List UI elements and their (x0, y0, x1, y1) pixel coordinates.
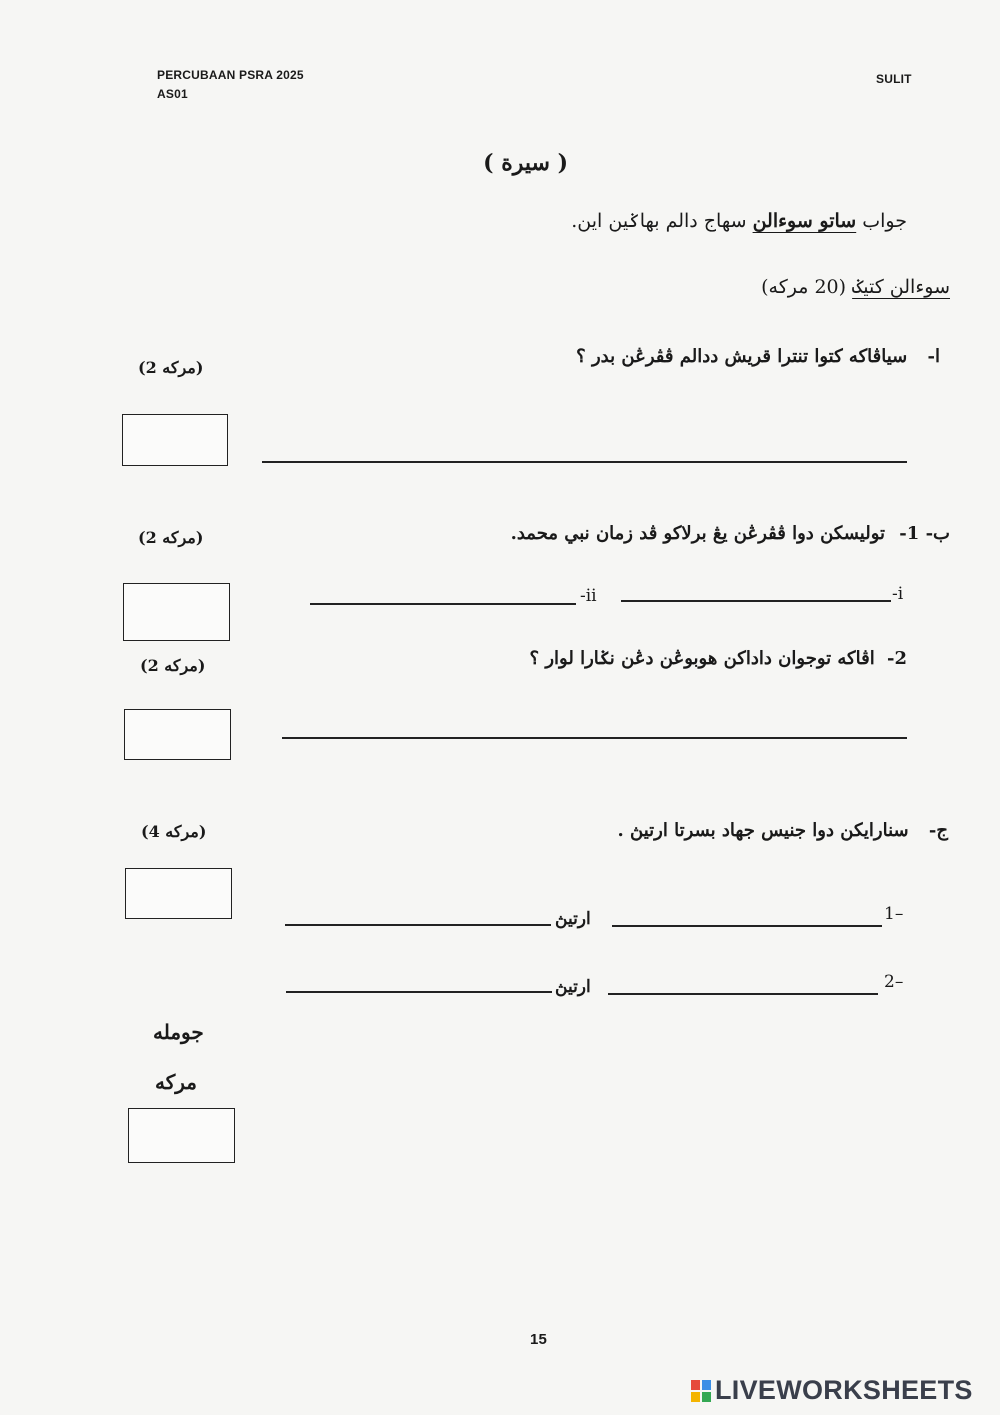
question-b1-score-box[interactable] (123, 583, 230, 641)
c-row2-type-line[interactable] (608, 993, 878, 995)
section-title: سوءالن كتيݢ (852, 276, 950, 298)
watermark-text: LIVEWORKSHEETS (715, 1375, 973, 1405)
question-a-text: سياڤاكه كتوا تنترا قريش ددالم ڤڤرڠن بدر ؟ (576, 346, 908, 367)
subject-title: ( سيرة ) (483, 150, 568, 176)
question-b2-answer-line[interactable] (282, 737, 907, 739)
instruction-emphasis: ساتو سوءالن (752, 210, 857, 232)
question-b2-label: 2- (886, 648, 907, 669)
section-heading (761, 276, 950, 298)
liveworksheets-logo-icon (691, 1378, 711, 1400)
question-b2-marks: (2 مركه) (140, 656, 206, 675)
question-b1-label: ب- 1- (899, 523, 950, 544)
exam-title: PERCUBAAN PSRA 2025 (157, 68, 304, 82)
question-c-score-box[interactable] (125, 868, 232, 919)
option-i-label: -i (892, 584, 904, 604)
c-row2-meaning-label: ارتيڽ (555, 977, 591, 997)
total-score-box[interactable] (128, 1108, 235, 1163)
c-row1-meaning-line[interactable] (285, 924, 551, 926)
c-row1-number: 1– (884, 904, 904, 924)
instruction-prefix: جواب (862, 210, 907, 232)
answer-line-i[interactable] (621, 600, 891, 602)
page-number: 15 (530, 1331, 548, 1348)
question-b1-marks: (2 مركه) (138, 528, 204, 547)
question-c-marks: (4 مركه) (141, 822, 207, 841)
question-b2 (530, 648, 908, 669)
c-row1-type-line[interactable] (612, 925, 882, 927)
question-b1 (511, 523, 950, 544)
total-label-line2: مركه (155, 1070, 197, 1094)
question-c-text: سنارايكن دوا جنيس جهاد بسرتا ارتيڽ . (617, 820, 909, 841)
question-a (576, 346, 940, 367)
question-a-marks: (2 مركه) (138, 358, 204, 377)
question-a-score-box[interactable] (122, 414, 228, 466)
c-row1-meaning-label: ارتيڽ (555, 909, 591, 929)
classification-label: SULIT (876, 72, 912, 86)
question-a-label: ا- (927, 346, 940, 367)
total-label-line1: جومله (153, 1020, 204, 1044)
instruction (571, 210, 907, 232)
question-b1-text: توليسكن دوا ڤڤرڠن يڠ برلاكو ڤد زمان نبي محمد. (510, 523, 886, 544)
instruction-suffix: سهاج دالم بهاݢين اين. (571, 210, 747, 232)
c-row2-meaning-line[interactable] (286, 991, 552, 993)
question-c (618, 820, 949, 841)
question-b2-text: اڤاكه توجوان داداكن هوبوڠن دڠن نݢارا لوار ؟ (529, 648, 875, 669)
question-b2-score-box[interactable] (124, 709, 231, 760)
question-a-answer-line[interactable] (262, 461, 907, 463)
exam-code: AS01 (157, 87, 188, 101)
liveworksheets-watermark (691, 1375, 973, 1406)
question-c-label: ج- (928, 820, 948, 841)
section-marks: (20 مركه) (761, 276, 847, 298)
option-ii-label: -ii (580, 586, 597, 606)
answer-line-ii[interactable] (310, 603, 576, 605)
c-row2-number: 2– (884, 972, 904, 992)
